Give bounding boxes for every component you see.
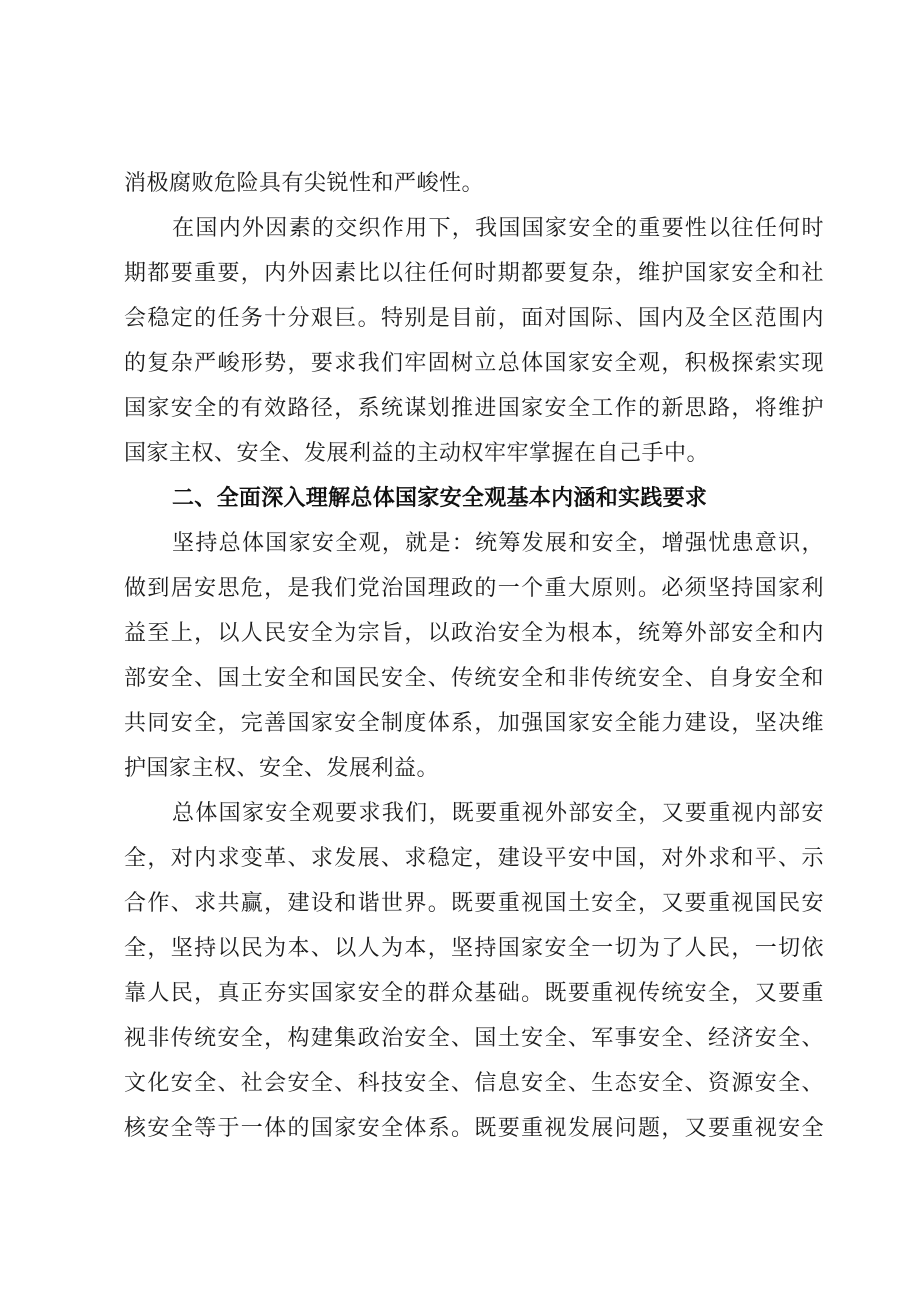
paragraph-line: 益至上，以人民安全为宗旨，以政治安全为根本，统筹外部安全和内 <box>124 621 824 646</box>
paragraph-line: 消极腐败危险具有尖锐性和严峻性。 <box>124 171 485 196</box>
paragraph-line: 的复杂严峻形势，要求我们牢固树立总体国家安全观，积极探索实现 <box>124 351 824 376</box>
section-heading: 二、全面深入理解总体国家安全观基本内涵和实践要求 <box>172 486 708 511</box>
paragraph-line: 共同安全，完善国家安全制度体系，加强国家安全能力建设，坚决维 <box>124 711 824 736</box>
paragraph-line: 总体国家安全观要求我们，既要重视外部安全，又要重视内部安 <box>172 801 824 826</box>
paragraph-line: 期都要重要，内外因素比以往任何时期都要复杂，维护国家安全和社 <box>124 261 824 286</box>
paragraph-line: 在国内外因素的交织作用下，我国国家安全的重要性以往任何时 <box>172 216 824 241</box>
paragraph-line: 做到居安思危，是我们党治国理政的一个重大原则。必须坚持国家利 <box>124 576 824 601</box>
paragraph-line: 合作、求共赢，建设和谐世界。既要重视国土安全，又要重视国民安 <box>124 891 824 916</box>
paragraph-line: 全，坚持以民为本、以人为本，坚持国家安全一切为了人民，一切依 <box>124 936 824 961</box>
paragraph-line: 护国家主权、安全、发展利益。 <box>124 756 440 781</box>
paragraph-line: 国家安全的有效路径，系统谋划推进国家安全工作的新思路，将维护 <box>124 396 824 421</box>
paragraph-line: 文化安全、社会安全、科技安全、信息安全、生态安全、资源安全、 <box>124 1071 824 1096</box>
paragraph-line: 视非传统安全，构建集政治安全、国土安全、军事安全、经济安全、 <box>124 1026 824 1051</box>
paragraph-line: 全，对内求变革、求发展、求稳定，建设平安中国，对外求和平、示 <box>124 846 824 871</box>
paragraph-line: 坚持总体国家安全观，就是：统筹发展和安全，增强忧患意识， <box>172 531 824 556</box>
paragraph-line: 会稳定的任务十分艰巨。特别是目前，面对国际、国内及全区范围内 <box>124 306 824 331</box>
paragraph-line: 核安全等于一体的国家安全体系。既要重视发展问题，又要重视安全 <box>124 1116 824 1141</box>
paragraph-line: 靠人民，真正夯实国家安全的群众基础。既要重视传统安全，又要重 <box>124 981 824 1006</box>
paragraph-line: 国家主权、安全、发展利益的主动权牢牢掌握在自己手中。 <box>124 441 710 466</box>
paragraph-line: 部安全、国土安全和国民安全、传统安全和非传统安全、自身安全和 <box>124 666 824 691</box>
